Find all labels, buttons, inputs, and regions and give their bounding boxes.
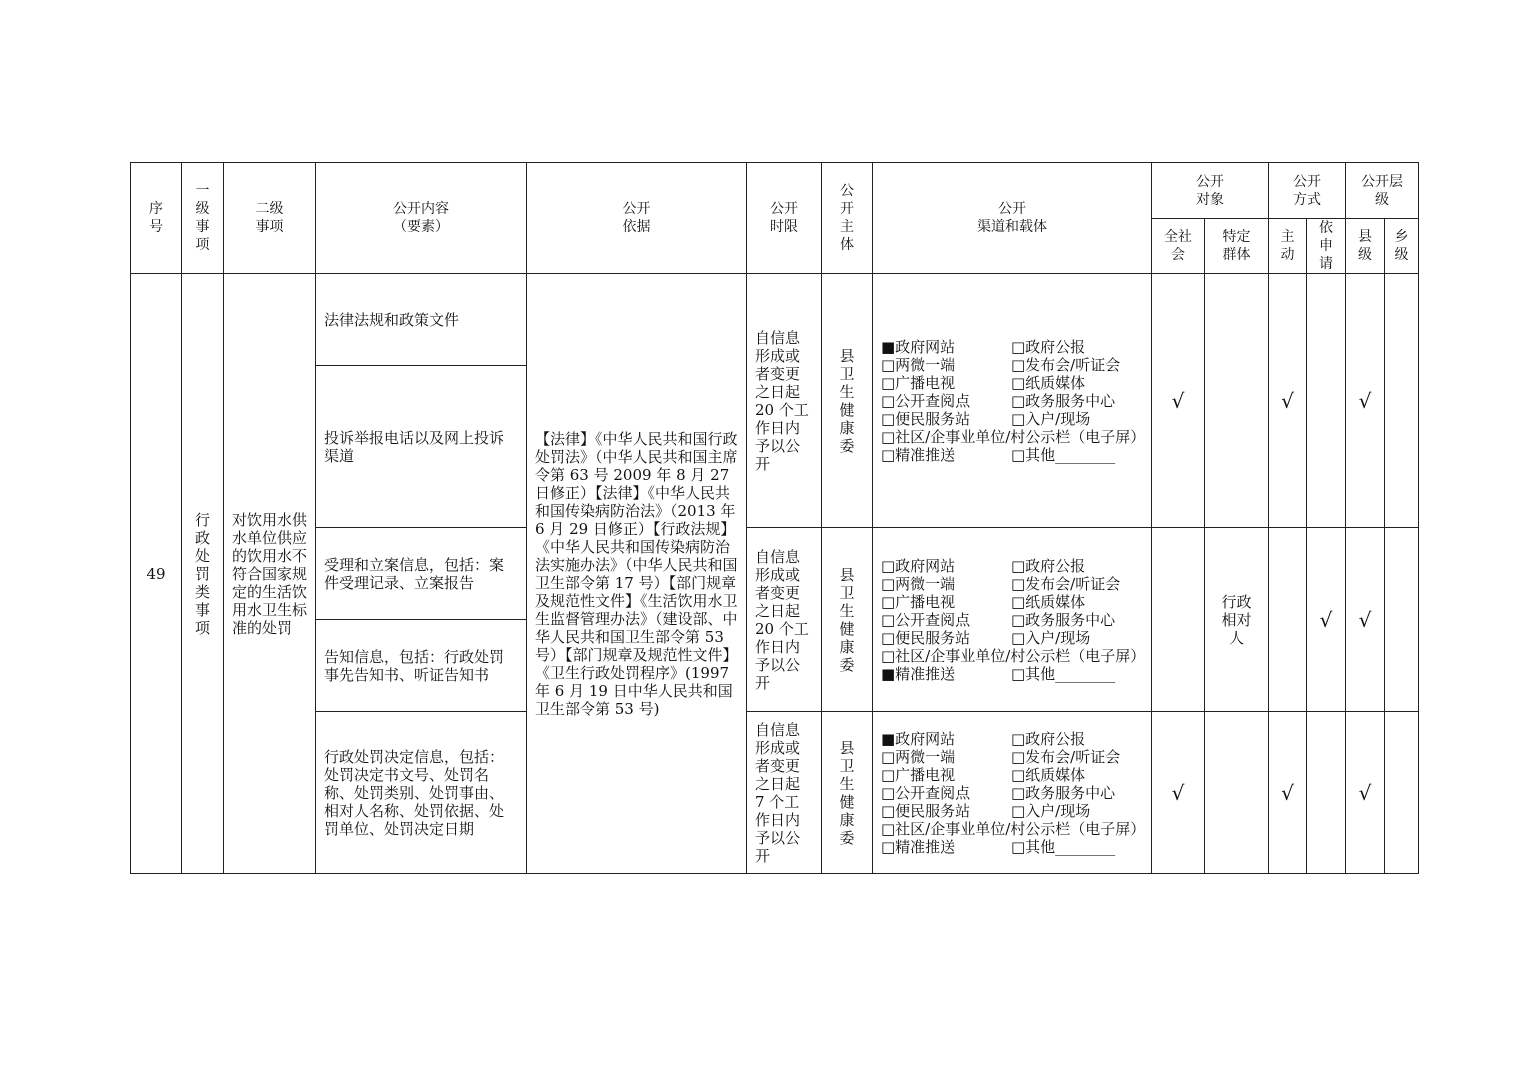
group2-subject: 县卫生健康委	[822, 528, 873, 712]
channel-gov-gazette: □政府公报	[1011, 556, 1086, 575]
channel-paper-media: □纸质媒体	[1011, 373, 1086, 392]
group3-level-county: √	[1346, 712, 1385, 874]
channel-broadcast: □广播电视	[881, 373, 956, 392]
group2-level-town	[1385, 528, 1419, 712]
content-item: 行政处罚决定信息，包括：处罚决定书文号、处罚名称、处罚类别、处罚事由、相对人名称、处罚依据、处罚单位、处罚决定日期	[316, 712, 527, 874]
table-row	[131, 274, 1419, 366]
channel-bulletin-board: □社区/企事业单位/村公示栏（电子屏）	[881, 427, 1146, 446]
channel-gov-website: ■政府网站	[881, 729, 956, 748]
header-level2: 二级事项	[224, 163, 316, 274]
group3-level-town	[1385, 712, 1419, 874]
group1-method-active: √	[1269, 274, 1307, 528]
channel-two-micro: □两微一端	[881, 355, 956, 374]
channel-gov-gazette: □政府公报	[1011, 337, 1086, 356]
group3-target-all: √	[1152, 712, 1205, 874]
header-subject: 公开主体	[822, 163, 873, 274]
group2-method-active	[1269, 528, 1307, 712]
header-method-active: 主动	[1269, 219, 1307, 274]
header-row-1	[131, 163, 1419, 219]
channel-other: □其他________	[1011, 445, 1116, 464]
channel-service-station: □便民服务站	[881, 409, 971, 428]
channel-broadcast: □广播电视	[881, 592, 956, 611]
channel-press-hearing: □发布会/听证会	[1011, 574, 1121, 593]
group2-time: 自信息形成或者变更之日起 20 个工作日内予以公开	[747, 528, 822, 712]
group3-method-active: √	[1269, 712, 1307, 874]
group3-method-apply	[1307, 712, 1346, 874]
header-channel: 公开 渠道和载体	[873, 163, 1152, 274]
group1-time: 自信息形成或者变更之日起 20 个工作日内予以公开	[747, 274, 822, 528]
row-seq: 49	[131, 274, 182, 874]
table-row	[131, 528, 1419, 620]
channel-service-center: □政务服务中心	[1011, 391, 1116, 410]
channel-bulletin-board: □社区/企事业单位/村公示栏（电子屏）	[881, 819, 1146, 838]
channel-press-hearing: □发布会/听证会	[1011, 355, 1121, 374]
channel-service-station: □便民服务站	[881, 628, 971, 647]
channel-reading-point: □公开查阅点	[881, 783, 971, 802]
channel-onsite: □入户/现场	[1011, 628, 1091, 647]
group2-level-county: √	[1346, 528, 1385, 712]
header-level: 公开层级	[1346, 163, 1419, 219]
group1-target-all: √	[1152, 274, 1205, 528]
channel-service-station: □便民服务站	[881, 801, 971, 820]
header-level-town: 乡级	[1385, 219, 1419, 274]
channel-gov-gazette: □政府公报	[1011, 729, 1086, 748]
header-time: 公开 时限	[747, 163, 822, 274]
channel-broadcast: □广播电视	[881, 765, 956, 784]
channel-onsite: □入户/现场	[1011, 409, 1091, 428]
content-item: 告知信息，包括：行政处罚事先告知书、听证告知书	[316, 620, 527, 712]
channel-service-center: □政务服务中心	[1011, 783, 1116, 802]
channel-paper-media: □纸质媒体	[1011, 765, 1086, 784]
group2-target-all	[1152, 528, 1205, 712]
group1-level-county: √	[1346, 274, 1385, 528]
channel-onsite: □入户/现场	[1011, 801, 1091, 820]
group1-channels	[873, 274, 1152, 528]
channel-paper-media: □纸质媒体	[1011, 592, 1086, 611]
channel-reading-point: □公开查阅点	[881, 610, 971, 629]
channel-precise-push: □精准推送	[881, 445, 956, 464]
channel-press-hearing: □发布会/听证会	[1011, 747, 1121, 766]
header-target-specific: 特定群体	[1205, 219, 1269, 274]
header-basis: 公开 依据	[527, 163, 747, 274]
group1-subject: 县卫生健康委	[822, 274, 873, 528]
channel-precise-push: □精准推送	[881, 837, 956, 856]
channel-other: □其他________	[1011, 664, 1116, 683]
channel-two-micro: □两微一端	[881, 747, 956, 766]
group1-method-apply	[1307, 274, 1346, 528]
channel-bulletin-board: □社区/企事业单位/村公示栏（电子屏）	[881, 646, 1146, 665]
header-target: 公开对象	[1152, 163, 1269, 219]
row-level2: 对饮用水供水单位供应的饮用水不符合国家规定的生活饮用水卫生标准的处罚	[224, 274, 316, 874]
group3-time: 自信息形成或者变更之日起 7 个工作日内予以公开	[747, 712, 822, 874]
group3-channels	[873, 712, 1152, 874]
group2-channels	[873, 528, 1152, 712]
table-row	[131, 712, 1419, 874]
channel-service-center: □政务服务中心	[1011, 610, 1116, 629]
channel-other: □其他________	[1011, 837, 1116, 856]
content-item: 投诉举报电话以及网上投诉渠道	[316, 366, 527, 528]
group1-target-specific	[1205, 274, 1269, 528]
channel-gov-website: ■政府网站	[881, 337, 956, 356]
row-basis: 【法律】《中华人民共和国行政处罚法》（中华人民共和国主席令第 63 号 2009 年 8 月 27 日修正）【法律】《中华人民共和国传染病防治法》（2013 年 6 月 29 日修正）【行政法规】《中华人民共和国传染病防治法实施办法》（中华人民共和国卫生部令第 17 号）【部门规章及规范性文件】《生活饮用水卫生监督管理办法》（建设部、中华人民共和国卫生部令第 53 号）【部门规章及规范性文件】《卫生行政处罚程序》(1997 年 6 月 19 日中华人民共和国卫生部令第 53 号)	[527, 274, 747, 874]
group1-level-town	[1385, 274, 1419, 528]
group3-target-specific	[1205, 712, 1269, 874]
disclosure-table	[130, 162, 1419, 874]
header-method: 公开方式	[1269, 163, 1346, 219]
row-level1: 行政处罚类事项	[182, 274, 224, 874]
content-item: 受理和立案信息，包括：案件受理记录、立案报告	[316, 528, 527, 620]
header-method-apply: 依申请	[1307, 219, 1346, 274]
channel-reading-point: □公开查阅点	[881, 391, 971, 410]
channel-precise-push: ■精准推送	[881, 664, 956, 683]
channel-gov-website: □政府网站	[881, 556, 956, 575]
group2-method-apply: √	[1307, 528, 1346, 712]
channel-two-micro: □两微一端	[881, 574, 956, 593]
group2-target-specific: 行政相对人	[1205, 528, 1269, 712]
header-level1: 一级事项	[182, 163, 224, 274]
header-level-county: 县级	[1346, 219, 1385, 274]
content-item: 法律法规和政策文件	[316, 274, 527, 366]
header-content: 公开内容 （要素）	[316, 163, 527, 274]
header-seq: 序号	[131, 163, 182, 274]
group3-subject: 县卫生健康委	[822, 712, 873, 874]
header-target-all: 全社会	[1152, 219, 1205, 274]
